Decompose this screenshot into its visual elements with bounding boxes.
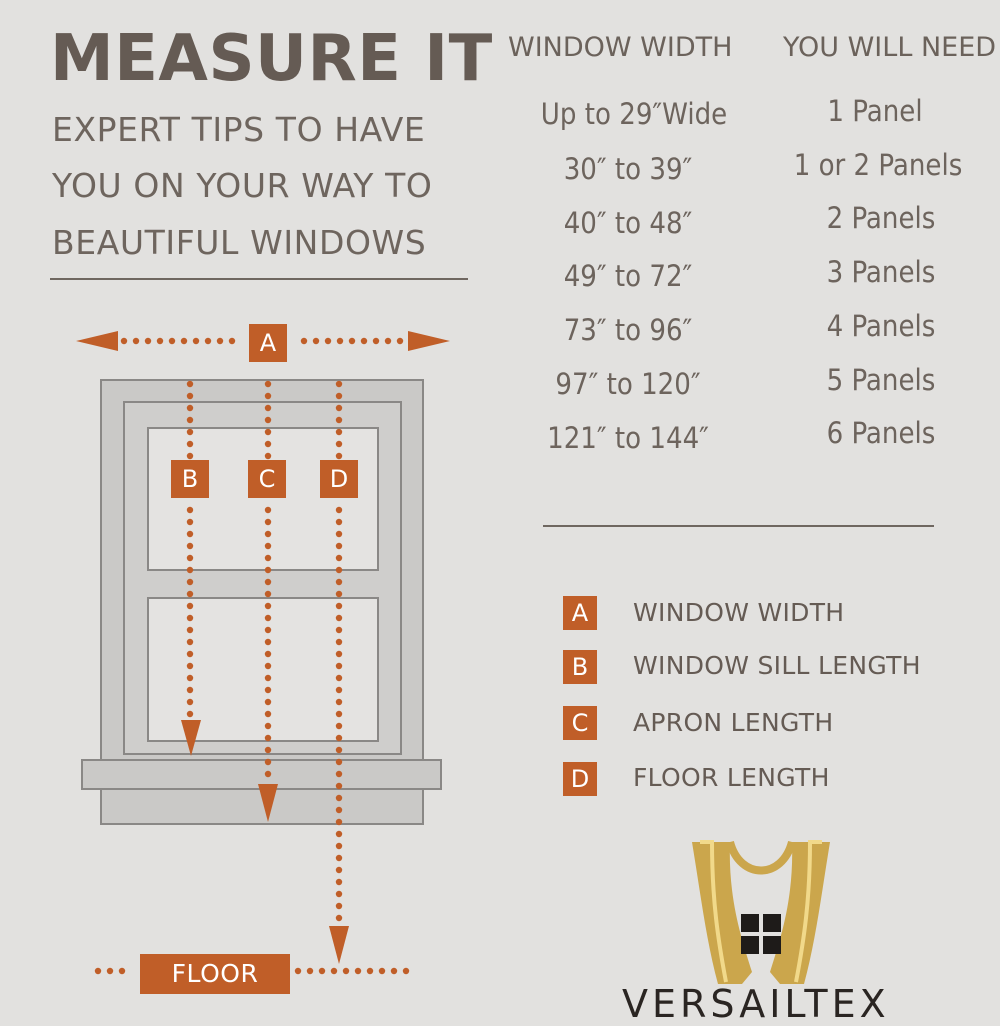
house-window-icon — [741, 914, 781, 954]
table-cell-need: 1 Panel — [827, 94, 923, 128]
table-cell-width: 49″ to 72″ — [563, 259, 693, 293]
arrow-left-icon — [76, 331, 118, 351]
window-lower-pane — [148, 598, 378, 741]
table-cell-need: 5 Panels — [826, 363, 936, 397]
table-cell-width: 73″ to 96″ — [563, 313, 693, 347]
legend-label-a: WINDOW WIDTH — [633, 598, 845, 627]
window-upper-pane — [148, 428, 378, 570]
table-cell-width: 121″ to 144″ — [547, 421, 709, 455]
table-cell-width: 97″ to 120″ — [555, 367, 701, 401]
legend-badge-d: D — [563, 762, 597, 796]
subtitle-line-2: YOU ON YOUR WAY TO — [52, 166, 433, 205]
legend-badge-b: B — [563, 650, 597, 684]
legend-badge-c: C — [563, 706, 597, 740]
table-cell-width: 30″ to 39″ — [563, 152, 693, 186]
legend-label-c: APRON LENGTH — [633, 708, 834, 737]
marker-c-badge: C — [248, 460, 286, 498]
column-header-window-width: WINDOW WIDTH — [508, 32, 733, 63]
floor-label: FLOOR — [140, 954, 290, 994]
legend-label-d: FLOOR LENGTH — [633, 763, 830, 792]
table-cell-need: 2 Panels — [826, 201, 936, 235]
marker-b-badge: B — [171, 460, 209, 498]
table-cell-need: 1 or 2 Panels — [793, 148, 963, 182]
legend-badge-a: A — [563, 596, 597, 630]
brand-name: VERSAILTEX — [622, 982, 890, 1026]
page-title: MEASURE IT — [50, 22, 493, 96]
arrow-down-icon — [329, 926, 349, 964]
marker-a-badge: A — [249, 324, 287, 362]
arrow-right-icon — [408, 331, 450, 351]
subtitle-line-1: EXPERT TIPS TO HAVE — [52, 110, 426, 149]
table-cell-need: 4 Panels — [826, 309, 936, 343]
table-cell-need: 3 Panels — [826, 255, 936, 289]
table-cell-width: 40″ to 48″ — [563, 206, 693, 240]
column-header-you-will-need: YOU WILL NEED — [783, 32, 997, 63]
subtitle-line-3: BEAUTIFUL WINDOWS — [52, 223, 427, 262]
table-cell-need: 6 Panels — [826, 416, 936, 450]
legend-label-b: WINDOW SILL LENGTH — [633, 651, 921, 680]
brand-logo — [692, 842, 830, 984]
marker-d-badge: D — [320, 460, 358, 498]
table-cell-width: Up to 29″Wide — [540, 97, 728, 131]
